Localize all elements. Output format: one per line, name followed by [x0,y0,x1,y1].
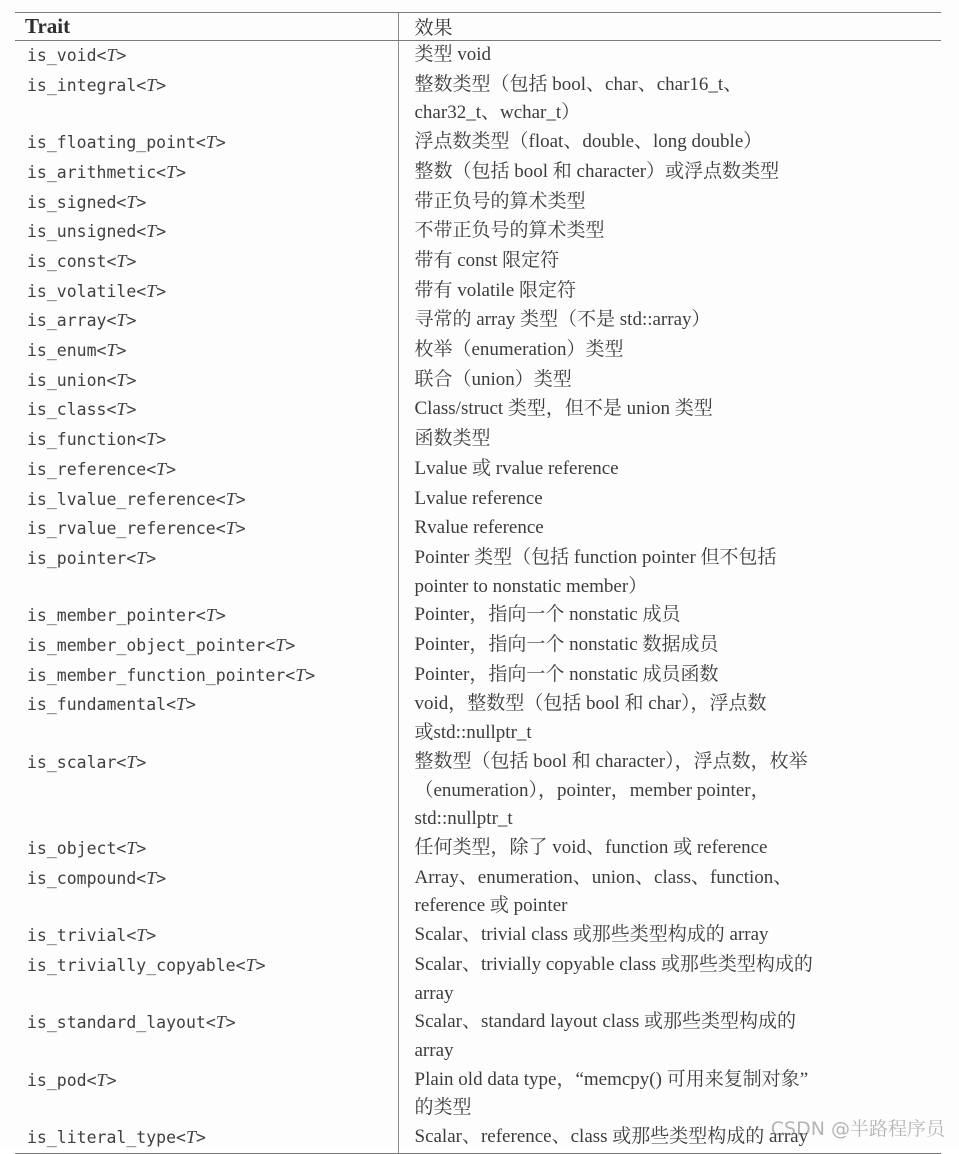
trait-cell [15,158,398,188]
trait-cell [15,336,398,366]
trait-name: is_pointer [27,548,127,568]
trait-cell [15,1123,398,1153]
template-param: T [245,954,256,975]
template-open: < [265,636,276,656]
effect-line: Pointer，指向一个 nonstatic 成员函数 [414,663,719,685]
table-row [15,306,941,336]
effect-line: Lvalue 或 rvalue reference [414,457,619,479]
table-row [15,128,941,158]
trait-name: is_void [27,46,97,65]
table-header-row [15,13,941,41]
effect-cell [398,834,941,864]
template-param: T [126,837,137,858]
trait-cell [15,601,398,631]
effect-line: 任何类型，除了 void、function 或 reference [414,836,768,858]
effect-line: reference 或 pointer [414,895,568,917]
effect-line: array [414,1039,454,1061]
template-close: > [215,606,226,626]
trait-name: is_scalar [27,752,117,772]
template-open: < [136,430,147,450]
template-close: > [285,636,296,656]
template-param: T [205,605,216,626]
effect-cell [398,921,941,951]
template-close: > [176,162,187,182]
trait-cell [15,366,398,396]
template-param: T [106,45,117,65]
trait-name: is_unsigned [27,222,137,242]
effect-line: 带有 const 限定符 [414,249,560,271]
effect-cell [398,306,941,336]
trait-name: is_compound [27,868,137,888]
trait-name: is_volatile [27,281,137,301]
table-row [15,951,941,1008]
trait-name: is_standard_layout [27,1013,206,1033]
template-param: T [116,399,127,420]
template-open: < [106,311,117,331]
template-open: < [96,341,107,361]
template-close: > [116,341,127,361]
template-param: T [126,191,137,212]
template-close: > [156,222,167,242]
effect-line: char32_t、wchar_t） [414,102,581,124]
template-param: T [146,221,157,242]
template-close: > [235,519,246,539]
table-row [15,485,941,515]
template-param: T [225,488,236,509]
trait-cell [15,514,398,544]
template-open: < [136,222,147,242]
trait-name: is_signed [27,192,117,212]
type-traits-table [15,12,941,1154]
trait-cell [15,1066,398,1123]
effect-cell [398,601,941,631]
trait-name: is_reference [27,459,147,479]
effect-cell [398,864,941,921]
template-open: < [215,519,226,539]
template-param: T [185,1127,196,1148]
effect-cell [398,455,941,485]
template-param: T [295,664,306,685]
trait-name: is_object [27,838,117,858]
template-open: < [195,606,206,626]
table-row [15,71,941,128]
effect-line: 不带正负号的算术类型 [414,220,605,242]
template-close: > [126,400,137,420]
effect-line: pointer to nonstatic member） [414,575,648,597]
table-row [15,41,941,71]
effect-line: Scalar、trivially copyable class 或那些类型构成的 [414,953,813,975]
trait-name: is_member_function_pointer [27,665,286,685]
effect-line: void，整数型（包括 bool 和 char），浮点数 [414,693,767,715]
template-close: > [166,459,177,479]
template-close: > [156,868,167,888]
template-param: T [106,340,117,361]
trait-cell [15,690,398,747]
template-open: < [126,548,137,568]
template-close: > [126,311,137,331]
trait-name: is_literal_type [27,1128,177,1148]
table-row [15,921,941,951]
effect-cell [398,247,941,277]
trait-name: is_class [27,400,107,420]
effect-cell [398,514,941,544]
trait-name: is_rvalue_reference [27,519,216,539]
effect-line: Scalar、reference、class 或那些类型构成的 array [414,1126,809,1148]
table-row [15,1008,941,1065]
effect-line: （enumeration），pointer，member pointer， [414,779,770,801]
template-open: < [86,1070,97,1090]
table-row [15,277,941,307]
template-open: < [106,370,117,390]
template-close: > [255,955,266,975]
effect-line: Array、enumeration、union、class、function、 [414,866,793,888]
trait-name: is_const [27,251,107,271]
trait-name: is_member_object_pointer [27,636,266,656]
template-open: < [126,926,137,946]
template-close: > [215,133,226,153]
template-close: > [136,752,147,772]
table-row [15,661,941,691]
table-row [15,864,941,921]
effect-line: 函数类型 [414,428,491,450]
trait-name: is_fundamental [27,695,167,715]
watermark: CSDN @半路程序员 [770,1118,945,1140]
template-close: > [146,926,157,946]
effect-cell [398,631,941,661]
template-open: < [136,75,147,95]
template-open: < [136,281,147,301]
template-param: T [136,547,147,568]
effect-line: 联合（union）类型 [414,368,572,390]
trait-cell [15,395,398,425]
trait-name: is_integral [27,75,137,95]
effect-line: array [414,982,454,1004]
table-row [15,748,941,834]
template-close: > [116,46,127,65]
template-open: < [195,133,206,153]
template-param: T [146,280,157,301]
template-param: T [116,310,127,331]
trait-cell [15,661,398,691]
effect-cell [398,336,941,366]
template-param: T [275,635,286,656]
template-open: < [106,400,117,420]
effect-cell [398,217,941,247]
effect-cell [398,277,941,307]
table-row [15,455,941,485]
table-row [15,188,941,218]
table-row [15,514,941,544]
table-row [15,336,941,366]
trait-cell [15,951,398,1008]
effect-line: Lvalue reference [414,487,543,509]
template-param: T [166,161,177,182]
trait-cell [15,425,398,455]
trait-cell [15,485,398,515]
effect-line: 的类型 [414,1097,472,1119]
header-effect: 效果 [398,13,941,41]
effect-line: 或std::nullptr_t [414,722,532,744]
effect-line: 枚举（enumeration）类型 [414,339,624,361]
trait-cell [15,188,398,218]
trait-name: is_arithmetic [27,162,157,182]
effect-line: 整数型（包括 bool 和 character），浮点数，枚举 [414,750,808,772]
effect-cell [398,41,941,71]
effect-cell [398,425,941,455]
template-open: < [106,251,117,271]
trait-cell [15,247,398,277]
template-open: < [215,489,226,509]
trait-cell [15,41,398,71]
template-open: < [146,459,157,479]
template-open: < [285,665,296,685]
trait-cell [15,128,398,158]
effect-cell [398,661,941,691]
trait-cell [15,631,398,661]
template-param: T [215,1012,226,1033]
template-open: < [205,1013,216,1033]
trait-name: is_pod [27,1070,87,1090]
effect-cell [398,188,941,218]
template-open: < [235,955,246,975]
template-param: T [126,751,137,772]
table-row [15,395,941,425]
effect-cell [398,544,941,601]
trait-name: is_function [27,430,137,450]
template-open: < [166,695,177,715]
trait-name: is_trivially_copyable [27,955,236,975]
effect-line: 带正负号的算术类型 [414,190,586,212]
template-open: < [176,1128,186,1148]
trait-cell [15,217,398,247]
trait-name: is_member_pointer [27,606,196,626]
trait-cell [15,921,398,951]
effect-line: Rvalue reference [414,517,544,539]
trait-name: is_lvalue_reference [27,489,216,509]
trait-cell [15,277,398,307]
effect-cell [398,71,941,128]
trait-name: is_array [27,311,107,331]
template-open: < [156,162,167,182]
trait-cell [15,544,398,601]
template-close: > [186,695,196,715]
effect-line: 类型 void [414,44,492,65]
trait-name: is_trivial [27,926,127,946]
trait-cell [15,864,398,921]
trait-cell [15,1008,398,1065]
template-open: < [116,192,127,212]
template-param: T [205,132,216,153]
effect-cell [398,951,941,1008]
template-open: < [116,838,127,858]
template-close: > [136,192,147,212]
effect-line: Pointer，指向一个 nonstatic 成员 [414,604,681,626]
template-close: > [106,1070,117,1090]
table-body [15,41,941,1154]
template-param: T [116,250,127,271]
template-close: > [136,838,147,858]
trait-cell [15,71,398,128]
table-row [15,834,941,864]
template-param: T [146,74,157,95]
template-close: > [156,75,167,95]
trait-cell [15,834,398,864]
template-close: > [156,430,167,450]
table-row [15,601,941,631]
effect-line: Scalar、standard layout class 或那些类型构成的 [414,1011,797,1033]
effect-line: 寻常的 array 类型（不是 std::array） [414,309,711,331]
effect-line: Pointer，指向一个 nonstatic 数据成员 [414,634,719,656]
template-param: T [146,867,157,888]
table-row [15,425,941,455]
effect-cell [398,366,941,396]
template-param: T [96,1069,107,1090]
effect-cell [398,158,941,188]
effect-cell [398,748,941,834]
effect-cell [398,1008,941,1065]
effect-line: std::nullptr_t [414,808,513,830]
trait-cell [15,306,398,336]
trait-cell [15,748,398,834]
template-open: < [136,868,147,888]
template-param: T [156,458,167,479]
table-row [15,690,941,747]
table-row [15,158,941,188]
table-row [15,366,941,396]
effect-cell [398,395,941,425]
table-row [15,544,941,601]
table-row [15,631,941,661]
template-open: < [116,752,127,772]
template-close: > [225,1013,236,1033]
effect-line: Class/struct 类型，但不是 union 类型 [414,398,713,420]
template-close: > [195,1128,206,1148]
effect-line: Plain old data type，“memcpy() 可用来复制对象” [414,1068,809,1090]
template-open: < [96,46,107,65]
effect-line: 整数（包括 bool 和 character）或浮点数类型 [414,160,780,182]
effect-cell [398,128,941,158]
effect-line: 带有 volatile 限定符 [414,279,576,301]
effect-line: Pointer 类型（包括 function pointer 但不包括 [414,546,777,568]
template-param: T [116,369,127,390]
table-row [15,217,941,247]
template-param: T [225,518,236,539]
effect-line: 整数类型（包括 bool、char、char16_t、 [414,73,743,95]
effect-line: Scalar、trivial class 或那些类型构成的 array [414,924,769,946]
template-close: > [126,251,137,271]
effect-cell [398,485,941,515]
template-close: > [156,281,167,301]
table-row [15,247,941,277]
template-close: > [146,548,157,568]
trait-name: is_enum [27,341,97,361]
trait-cell [15,455,398,485]
template-close: > [305,665,316,685]
template-param: T [136,925,147,946]
template-close: > [126,370,137,390]
template-close: > [235,489,246,509]
effect-cell [398,690,941,747]
header-trait: Trait [15,13,398,41]
template-param: T [176,694,187,715]
template-param: T [146,429,157,450]
trait-name: is_union [27,370,107,390]
trait-name: is_floating_point [27,133,196,153]
effect-line: 浮点数类型（float、double、long double） [414,131,763,153]
